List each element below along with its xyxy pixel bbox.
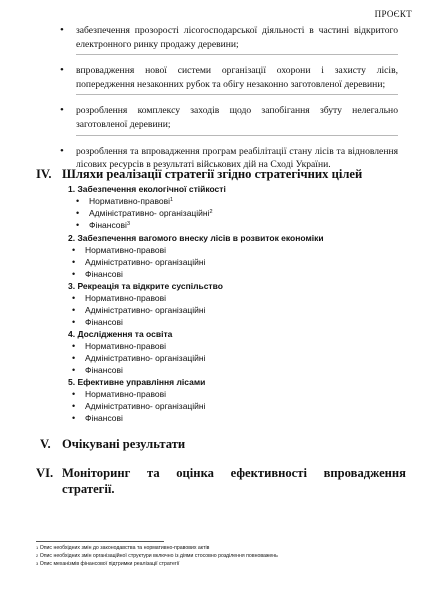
goal-title: 1. Забезпечення екологічної стійкості [68,184,226,194]
draft-label: ПРОЄКТ [374,9,412,19]
section-number: IV. [36,167,52,181]
footnote: $^3$ Опис механізмів фінансової підтримки реалізації стратегії [36,561,180,567]
section-title: Моніторинг та оцінка ефективності впровадження [62,466,406,480]
bullet-item: • забезпечення прозорості лісогосподарської діяльності в частині відкритого електронного ринку продажу деревини; [58,24,398,51]
bullet-list [58,24,398,172]
footnote-ref: 1 [170,197,174,203]
section-number: VI. [36,466,54,480]
separator [76,135,398,142]
goal-title: 5. Ефективне управління лісами [68,377,206,387]
goal-title: 3. Рекреація та відкрите суспільство [68,281,223,291]
document-page: ПРОЄКТ • забезпечення прозорості лісогосподарської діяльності в частині відкритого електронного ринку продажу деревини; • впровадження нової системи організації охорони і захисту лісів, попередження незаконних рубок та обігу незаконно заготовленої деревини; • розроблення комплексу заходів щодо запобігання збуту нелегально заготовленої деревини; • розроблення та впровадження програм реабілітації стану лісів та відновлення лісових ресурсів в результаті військових дій на Сході України. IV. Шляхи реалізації стратегії згідно стратегічних цілей 1. Забезпечення екологічної стійкості • Нормативно-правові$^1$ • Адміністративно- організаційні$^2$ • Фінансові$^3$ 2. Забезпечення вагомого внеску лісів в розвиток економіки • Нормативно-правові • Адміністративно- організаційні • Фінансові 3. Рекреація та відкрите суспільство • Нормативно-правові • Адміністративно- організаційні • Фінансові 4. Дослідження та освіта • Нормативно-правові • Адміністративно- організаційні • Фінансові 5. Ефективне управління лісами • Нормативно-правові • Адміністративно- організаційні • Фінансові V. Очікувані результати VI. Моніторинг та оцінка ефективності впровадження стратегії. $^1$ Опис необхідних змін до законодавства та нормативно-правових актів $^2$ Опис необхідних змін організаційної структури включно із діями стосовно розділення повноважень $^3$ Опис механізмів фінансової підтримки реалізації стратегії [0,0,426,600]
bullet-item: • впровадження нової системи організації охорони і захисту лісів, попередження незаконних рубок та обігу незаконно заготовленої деревини; [58,64,398,91]
section-title: Очікувані результати [62,437,186,451]
section-6-heading [36,466,406,500]
bullet-item: • розроблення комплексу заходів щодо запобігання збуту нелегально заготовленої деревини; [58,104,398,131]
goal-title: 2. Забезпечення вагомого внеску лісів в розвиток економіки [68,233,324,243]
footnote-divider [36,541,164,542]
footnote-ref: 2 [209,209,213,215]
section-number: V. [40,437,51,451]
bullet-item: • розроблення та впровадження програм реабілітації стану лісів та відновлення лісових ресурсів в результаті військових дій на Сході України. [58,145,398,172]
section-title-continued: стратегії. [62,482,115,496]
footnote: $^1$ Опис необхідних змін до законодавства та нормативно-правових актів [36,545,210,551]
separator [76,54,398,61]
footnote: $^2$ Опис необхідних змін організаційної структури включно із діями стосовно розділення повноважень [36,553,278,559]
goal-title: 4. Дослідження та освіта [68,329,173,339]
footnote-ref: 3 [126,221,131,227]
section-5-heading [36,437,406,453]
separator [76,94,398,101]
section-title: Шляхи реалізації стратегії згідно стратегічних цілей [62,167,363,181]
section-4-heading [36,167,406,183]
